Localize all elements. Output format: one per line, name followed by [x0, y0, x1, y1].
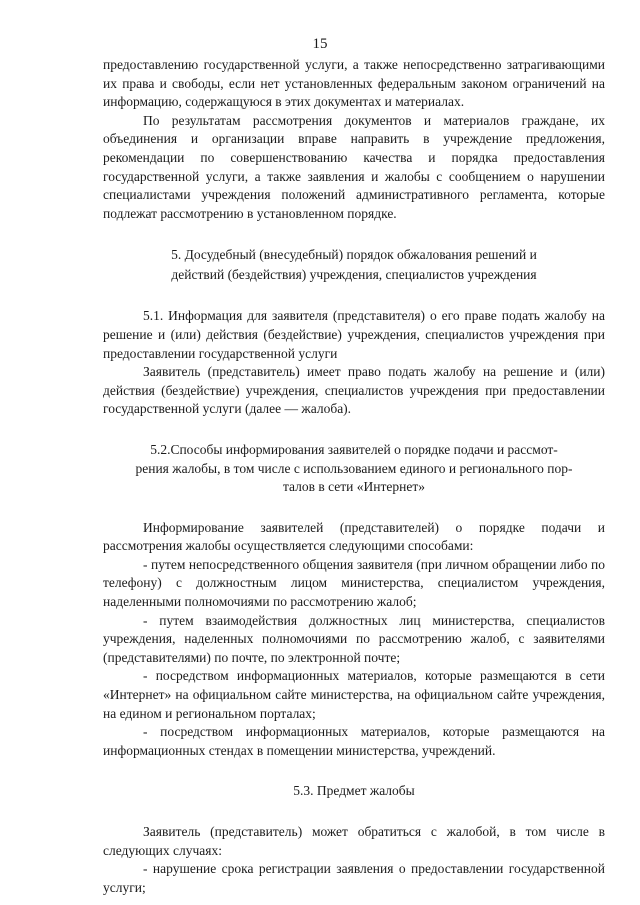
spacer	[103, 760, 605, 782]
list-item-5-2-3: - посредством информационных материалов, которые размещаются в сети «Интернет» на официальном сайте министерства, на официальном сайте учреждения, на едином и региональном порталах;	[103, 668, 605, 721]
list-item-5-2-1: - путем непосредственного общения заявителя (при личном обращении либо по телефону) с должностным лицом министерства, специалистом учреждения, наделенными полномочиями по рассмотрению жалоб;	[103, 556, 605, 610]
section-5-2-heading-line-2: рения жалобы, в том числе с использованием единого и регионального пор-	[135, 460, 573, 476]
section-5-3-heading: 5.3. Предмет жалобы	[293, 783, 415, 799]
paragraph-5-3-intro: Заявитель (представитель) может обратиться с жалобой, в том числе в следующих случаях:	[103, 824, 605, 858]
paragraph-5-1: 5.1. Информация для заявителя (представителя) о его праве подать жалобу на решение и (или) действия (бездействие) учреждения, специалистов учреждения при предоставлении государственной услуги	[103, 308, 605, 361]
spacer	[103, 285, 605, 307]
paragraph-results: По результатам рассмотрения документов и материалов граждане, их объединения и организации вправе направить в учреждение предложения, рекомендации по совершенствованию качества и порядка предоставления государственной услуги, а также заявления и жалобы с сообщением о нарушении специалистами учреждения положений административного регламента, которые подлежат рассмотрению в установленном порядке.	[103, 112, 605, 221]
page-number: 15	[312, 36, 328, 52]
section-5-heading-line-2: действий (бездействия) учреждения, специалистов учреждения	[171, 267, 537, 283]
spacer	[103, 497, 605, 519]
list-item-5-2-4: - посредством информационных материалов, которые размещаются на информационных стендах в помещении министерства, учреждений.	[103, 724, 605, 758]
spacer	[103, 223, 605, 245]
document-body	[103, 56, 605, 897]
section-5-2-heading-line-1: 5.2.Способы информирования заявителей о порядке подачи и рассмот-	[150, 441, 558, 457]
section-5-2-heading-line-3: талов в сети «Интернет»	[282, 479, 426, 495]
spacer	[103, 419, 605, 441]
list-item-5-2-2: - путем взаимодействия должностных лиц министерства, специалистов учреждения, наделенных полномочиями по рассмотрению жалоб, с заявителями (представителями) по почте, по электронной почте;	[103, 612, 605, 665]
paragraph-5-1-right: Заявитель (представитель) имеет право подать жалобу на решение и (или) действия (бездействие) учреждения, специалистов учреждения при предоставлении государственной услуги (далее — жалоба).	[103, 364, 605, 417]
section-5-heading-line-1: 5. Досудебный (внесудебный) порядок обжалования решений и	[171, 247, 537, 263]
spacer	[103, 801, 605, 823]
paragraph-intro-continuation: предоставлению государственной услуги, а также непосредственно затрагивающими их права и свободы, если нет установленных федеральным законом ограничений на информацию, содержащуюся в этих документах и материалах.	[103, 57, 605, 110]
list-item-5-3-1: - нарушение срока регистрации заявления о предоставлении государственной услуги;	[103, 861, 605, 895]
paragraph-5-2-intro: Информирование заявителей (представителей) о порядке подачи и рассмотрения жалобы осуществляется следующими способами:	[103, 519, 605, 554]
